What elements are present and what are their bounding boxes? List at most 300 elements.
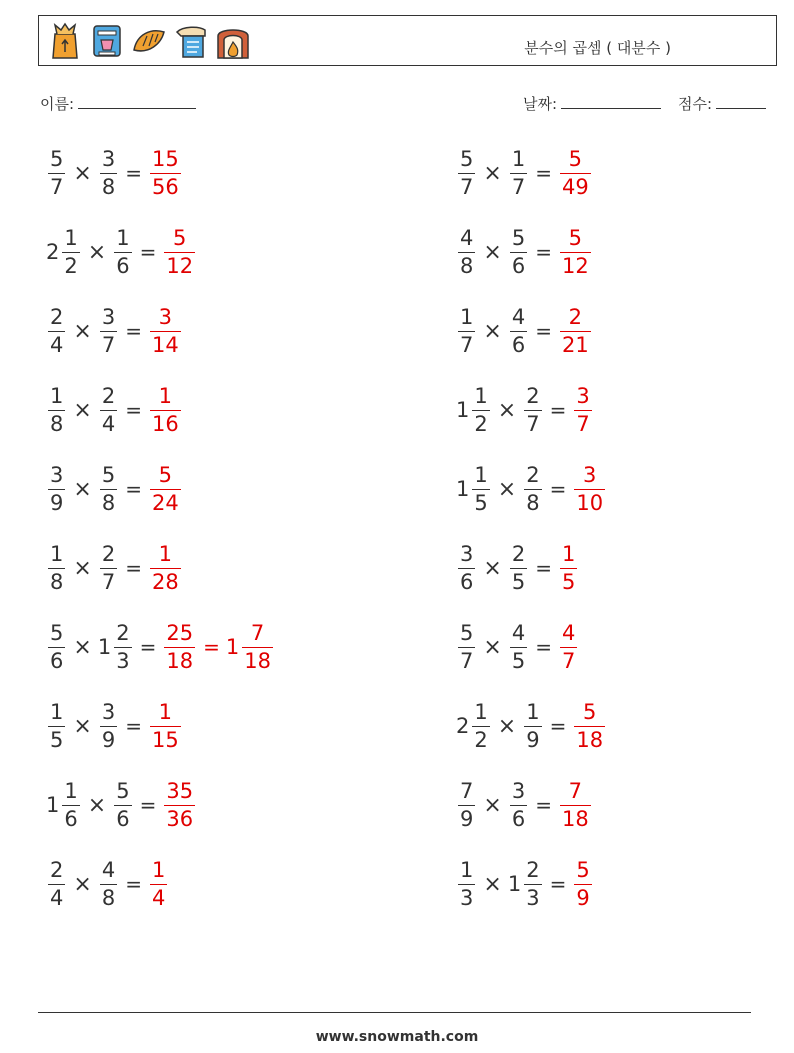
score-blank[interactable] xyxy=(716,94,766,109)
equals-sign: = xyxy=(535,635,552,659)
numerator: 1 xyxy=(50,541,64,566)
equals-sign: = xyxy=(549,872,567,896)
times-sign: × xyxy=(73,476,92,502)
problem-row xyxy=(46,538,183,598)
denominator: 36 xyxy=(166,806,194,831)
answer xyxy=(148,146,183,199)
fraction xyxy=(164,778,195,831)
whole-number: 1 xyxy=(225,635,240,659)
denominator: 12 xyxy=(166,253,194,278)
answer-fraction xyxy=(162,620,197,673)
fraction xyxy=(524,699,541,752)
fraction xyxy=(510,146,527,199)
times-sign: × xyxy=(497,397,517,423)
problem-row xyxy=(46,222,197,282)
equals-sign: = xyxy=(139,793,157,817)
date-field[interactable] xyxy=(523,93,661,114)
times-sign: × xyxy=(73,634,92,660)
numerator: 1 xyxy=(474,699,488,724)
answer-equals-sign: = xyxy=(203,635,220,659)
answer-fraction xyxy=(572,699,607,752)
second-factor xyxy=(508,541,529,594)
denominator: 6 xyxy=(511,253,526,278)
answer-fraction xyxy=(558,225,593,278)
fraction xyxy=(524,383,541,436)
numerator: 5 xyxy=(50,620,64,645)
blender-icon xyxy=(89,22,125,60)
numerator: 1 xyxy=(64,225,78,250)
numerator: 3 xyxy=(460,541,474,566)
fraction xyxy=(574,383,591,436)
fireplace-icon xyxy=(215,22,251,60)
answer-fraction xyxy=(148,462,183,515)
denominator: 9 xyxy=(576,885,590,910)
denominator: 8 xyxy=(50,569,64,594)
denominator: 3 xyxy=(526,885,540,910)
denominator: 3 xyxy=(116,648,130,673)
numerator: 1 xyxy=(561,541,576,566)
denominator: 6 xyxy=(116,806,130,831)
fraction xyxy=(48,304,65,357)
denominator: 6 xyxy=(64,806,78,831)
answer xyxy=(148,857,169,910)
denominator: 4 xyxy=(50,885,64,910)
first-factor xyxy=(46,857,67,910)
numerator: 25 xyxy=(166,620,194,645)
denominator: 7 xyxy=(526,411,540,436)
fraction xyxy=(242,620,273,673)
numerator: 4 xyxy=(460,225,474,250)
numerator: 5 xyxy=(568,146,582,171)
denominator: 5 xyxy=(561,569,576,594)
problem-row xyxy=(456,459,607,519)
gift-bag-icon xyxy=(47,22,83,60)
first-factor xyxy=(46,699,67,752)
numerator: 7 xyxy=(250,620,265,645)
second-factor xyxy=(508,778,529,831)
times-sign: × xyxy=(73,713,92,739)
denominator: 8 xyxy=(50,411,64,436)
answer xyxy=(148,304,183,357)
answer xyxy=(572,699,607,752)
second-factor xyxy=(97,620,134,673)
denominator: 7 xyxy=(511,174,526,199)
denominator: 15 xyxy=(151,727,179,752)
fraction xyxy=(574,462,605,515)
denominator: 2 xyxy=(474,411,488,436)
problem-row xyxy=(46,459,183,519)
numerator: 1 xyxy=(158,541,172,566)
date-label: 날짜: xyxy=(523,95,558,113)
fraction xyxy=(560,225,591,278)
fraction xyxy=(458,304,475,357)
first-factor xyxy=(456,146,477,199)
header-icons xyxy=(47,22,251,60)
denominator: 6 xyxy=(460,569,474,594)
numerator: 2 xyxy=(568,304,582,329)
problem-row xyxy=(46,301,183,361)
numerator: 1 xyxy=(460,857,474,882)
problem-row xyxy=(456,380,594,440)
first-factor xyxy=(456,541,477,594)
numerator: 5 xyxy=(568,225,582,250)
score-field[interactable] xyxy=(678,93,766,114)
answer xyxy=(162,620,275,673)
numerator: 2 xyxy=(526,383,540,408)
numerator: 5 xyxy=(460,146,474,171)
numerator: 2 xyxy=(116,620,130,645)
name-blank[interactable] xyxy=(78,94,196,109)
denominator: 8 xyxy=(526,490,540,515)
denominator: 4 xyxy=(151,885,166,910)
denominator: 2 xyxy=(474,727,488,752)
numerator: 5 xyxy=(158,462,172,487)
equals-sign: = xyxy=(125,872,142,896)
fraction xyxy=(458,541,475,594)
answer xyxy=(558,620,579,673)
equals-sign: = xyxy=(125,319,142,343)
equals-sign: = xyxy=(139,635,157,659)
whole-number: 1 xyxy=(507,872,522,896)
answer-fraction xyxy=(162,778,197,831)
fraction xyxy=(510,541,527,594)
fraction xyxy=(458,146,475,199)
fraction xyxy=(48,620,65,673)
fraction xyxy=(164,225,195,278)
second-factor xyxy=(98,146,119,199)
problem-row xyxy=(46,380,183,440)
numerator: 1 xyxy=(50,699,64,724)
numerator: 1 xyxy=(50,383,64,408)
fraction xyxy=(524,462,541,515)
fraction xyxy=(574,857,591,910)
second-factor xyxy=(98,462,119,515)
answer xyxy=(558,146,593,199)
denominator: 24 xyxy=(151,490,179,515)
fraction xyxy=(48,383,65,436)
numerator: 3 xyxy=(576,383,590,408)
numerator: 1 xyxy=(511,146,526,171)
fraction xyxy=(48,462,65,515)
fraction xyxy=(560,304,591,357)
answer-mixed-number xyxy=(225,620,275,673)
numerator: 2 xyxy=(101,541,116,566)
fraction xyxy=(114,778,131,831)
second-factor xyxy=(98,699,119,752)
denominator: 9 xyxy=(460,806,474,831)
denominator: 21 xyxy=(561,332,589,357)
problem-row xyxy=(46,617,275,677)
denominator: 6 xyxy=(50,648,64,673)
first-factor xyxy=(456,225,477,278)
second-factor xyxy=(522,699,543,752)
answer-fraction xyxy=(558,304,593,357)
numerator: 5 xyxy=(583,699,597,724)
score-label: 점수: xyxy=(678,95,713,113)
fraction xyxy=(150,462,181,515)
first-factor xyxy=(456,620,477,673)
fraction xyxy=(100,462,117,515)
equals-sign: = xyxy=(535,793,552,817)
second-factor xyxy=(522,383,543,436)
answer xyxy=(148,462,183,515)
answer-fraction xyxy=(148,304,183,357)
answer-fraction xyxy=(148,146,183,199)
denominator: 5 xyxy=(511,648,526,673)
denominator: 3 xyxy=(460,885,474,910)
denominator: 8 xyxy=(101,490,116,515)
numerator: 5 xyxy=(576,857,590,882)
second-factor xyxy=(508,146,529,199)
times-sign: × xyxy=(497,476,517,502)
denominator: 5 xyxy=(50,727,64,752)
fraction xyxy=(114,225,131,278)
numerator: 1 xyxy=(158,383,172,408)
equals-sign: = xyxy=(535,556,552,580)
equals-sign: = xyxy=(549,477,567,501)
first-factor xyxy=(46,620,67,673)
first-factor xyxy=(46,462,67,515)
fraction xyxy=(150,541,181,594)
fraction xyxy=(458,857,475,910)
times-sign: × xyxy=(483,318,502,344)
times-sign: × xyxy=(73,871,92,897)
name-field[interactable] xyxy=(40,93,196,114)
whole-number: 2 xyxy=(456,714,470,738)
answer-fraction xyxy=(572,383,593,436)
denominator: 28 xyxy=(151,569,179,594)
fraction xyxy=(100,541,117,594)
denominator: 7 xyxy=(101,569,116,594)
denominator: 6 xyxy=(511,806,526,831)
numerator: 3 xyxy=(583,462,597,487)
first-factor xyxy=(46,383,67,436)
second-factor xyxy=(98,304,119,357)
footer-divider xyxy=(38,1012,751,1013)
equals-sign: = xyxy=(125,556,142,580)
equals-sign: = xyxy=(535,161,552,185)
fraction xyxy=(114,620,131,673)
problem-row xyxy=(456,854,594,914)
times-sign: × xyxy=(73,160,92,186)
numerator: 3 xyxy=(158,304,172,329)
times-sign: × xyxy=(73,555,92,581)
times-sign: × xyxy=(483,555,502,581)
fraction xyxy=(48,146,65,199)
recipe-card-icon xyxy=(173,22,209,60)
numerator: 3 xyxy=(101,146,116,171)
numerator: 4 xyxy=(511,304,526,329)
numerator: 1 xyxy=(526,699,540,724)
numerator: 5 xyxy=(173,225,187,250)
fraction xyxy=(472,383,489,436)
numerator: 15 xyxy=(151,146,179,171)
denominator: 7 xyxy=(576,411,590,436)
numerator: 7 xyxy=(568,778,582,803)
fraction xyxy=(48,857,65,910)
denominator: 5 xyxy=(511,569,526,594)
fraction xyxy=(510,778,527,831)
fraction xyxy=(560,620,577,673)
fraction xyxy=(150,383,181,436)
denominator: 9 xyxy=(526,727,540,752)
fraction xyxy=(510,225,527,278)
fraction xyxy=(472,462,489,515)
numerator: 2 xyxy=(50,304,64,329)
fraction xyxy=(48,541,65,594)
answer xyxy=(572,383,593,436)
denominator: 6 xyxy=(511,332,526,357)
equals-sign: = xyxy=(125,477,142,501)
numerator: 7 xyxy=(460,778,474,803)
denominator: 8 xyxy=(101,885,116,910)
times-sign: × xyxy=(87,792,107,818)
problem-row xyxy=(456,617,579,677)
problem-row xyxy=(456,143,593,203)
problem-row xyxy=(456,301,593,361)
answer-fraction xyxy=(558,541,579,594)
answer xyxy=(558,304,593,357)
denominator: 10 xyxy=(576,490,604,515)
numerator: 2 xyxy=(101,383,116,408)
footer-url: www.snowmath.com xyxy=(315,1029,479,1045)
denominator: 6 xyxy=(116,253,130,278)
problem-row xyxy=(46,143,183,203)
denominator: 5 xyxy=(474,490,488,515)
answer xyxy=(162,225,197,278)
first-factor xyxy=(456,304,477,357)
times-sign: × xyxy=(483,239,502,265)
first-factor xyxy=(46,778,82,831)
second-factor xyxy=(508,620,529,673)
equals-sign: = xyxy=(125,161,142,185)
answer xyxy=(558,541,579,594)
worksheet-header xyxy=(38,15,777,66)
equals-sign: = xyxy=(139,240,157,264)
numerator: 5 xyxy=(511,225,526,250)
fraction xyxy=(100,383,117,436)
equals-sign: = xyxy=(535,240,552,264)
answer xyxy=(148,541,183,594)
first-factor xyxy=(456,383,492,436)
equals-sign: = xyxy=(549,398,567,422)
first-factor xyxy=(46,541,67,594)
fraction xyxy=(510,304,527,357)
numerator: 5 xyxy=(101,462,116,487)
answer-fraction xyxy=(148,857,169,910)
fraction xyxy=(100,699,117,752)
whole-number: 2 xyxy=(46,240,60,264)
numerator: 2 xyxy=(50,857,64,882)
equals-sign: = xyxy=(125,398,142,422)
answer xyxy=(572,857,593,910)
first-factor xyxy=(46,225,82,278)
times-sign: × xyxy=(483,634,502,660)
fraction xyxy=(472,699,489,752)
denominator: 4 xyxy=(101,411,116,436)
second-factor xyxy=(112,778,133,831)
croissant-icon xyxy=(131,22,167,60)
second-factor xyxy=(522,462,543,515)
numerator: 2 xyxy=(526,462,540,487)
numerator: 4 xyxy=(511,620,526,645)
denominator: 7 xyxy=(101,332,116,357)
second-factor xyxy=(508,304,529,357)
times-sign: × xyxy=(87,239,107,265)
numerator: 1 xyxy=(474,462,488,487)
first-factor xyxy=(456,778,477,831)
fraction xyxy=(510,620,527,673)
numerator: 1 xyxy=(460,304,474,329)
answer-fraction xyxy=(558,778,593,831)
times-sign: × xyxy=(483,792,502,818)
date-blank[interactable] xyxy=(561,94,661,109)
answer xyxy=(162,778,197,831)
denominator: 18 xyxy=(576,727,604,752)
denominator: 8 xyxy=(101,174,116,199)
denominator: 16 xyxy=(151,411,179,436)
fraction xyxy=(62,778,79,831)
answer xyxy=(148,699,183,752)
problem-row xyxy=(456,696,607,756)
problem-row xyxy=(46,696,183,756)
first-factor xyxy=(456,699,492,752)
denominator: 7 xyxy=(460,648,474,673)
answer xyxy=(572,462,607,515)
problem-row xyxy=(456,222,593,282)
first-factor xyxy=(456,857,477,910)
fraction xyxy=(100,146,117,199)
denominator: 14 xyxy=(151,332,179,357)
times-sign: × xyxy=(73,397,92,423)
fraction xyxy=(574,699,605,752)
second-factor xyxy=(98,541,119,594)
denominator: 4 xyxy=(50,332,64,357)
fraction xyxy=(100,857,117,910)
denominator: 18 xyxy=(166,648,194,673)
denominator: 7 xyxy=(561,648,576,673)
numerator: 3 xyxy=(50,462,64,487)
whole-number: 1 xyxy=(97,635,112,659)
second-factor xyxy=(112,225,133,278)
times-sign: × xyxy=(483,160,502,186)
numerator: 3 xyxy=(101,304,116,329)
numerator: 1 xyxy=(116,225,130,250)
denominator: 7 xyxy=(460,174,474,199)
times-sign: × xyxy=(497,713,517,739)
denominator: 7 xyxy=(50,174,64,199)
second-factor xyxy=(507,857,544,910)
fraction xyxy=(458,225,475,278)
numerator: 4 xyxy=(101,857,116,882)
denominator: 8 xyxy=(460,253,474,278)
equals-sign: = xyxy=(549,714,567,738)
fraction xyxy=(458,778,475,831)
whole-number: 1 xyxy=(456,477,470,501)
fraction xyxy=(150,146,181,199)
fraction xyxy=(150,304,181,357)
second-factor xyxy=(508,225,529,278)
denominator: 18 xyxy=(561,806,589,831)
worksheet-title: 분수의 곱셈 ( 대분수 ) xyxy=(524,39,671,57)
answer-fraction xyxy=(148,541,183,594)
numerator: 2 xyxy=(526,857,540,882)
problem-row xyxy=(46,775,197,835)
answer-fraction xyxy=(558,620,579,673)
fraction xyxy=(524,857,541,910)
numerator: 35 xyxy=(166,778,194,803)
fraction xyxy=(48,699,65,752)
